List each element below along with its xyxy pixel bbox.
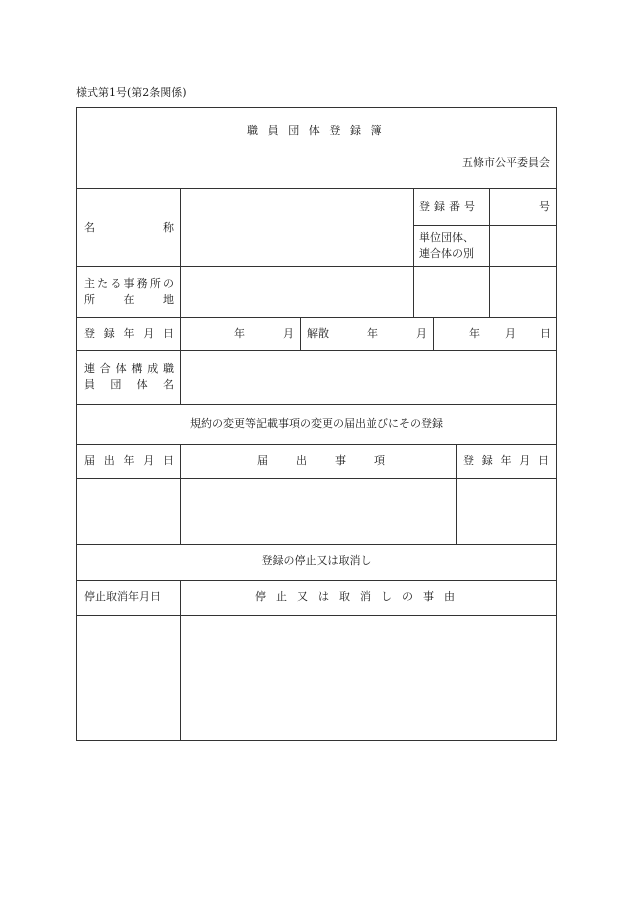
row-divider (77, 544, 556, 545)
dissolution-date-month: 月 (505, 327, 516, 340)
office-label-2: 所在地 (84, 293, 174, 306)
row-divider (77, 350, 556, 351)
reg-date-label: 登録年月日 (84, 327, 174, 340)
dissolution-date-year: 年 (469, 327, 480, 340)
col-divider (433, 317, 434, 350)
reg-number-label: 登録番号 (419, 200, 479, 213)
col-divider (300, 317, 301, 350)
row-divider (77, 580, 556, 581)
col-matter: 届出事項 (257, 454, 413, 467)
col-divider (456, 444, 457, 544)
col-divider (180, 188, 181, 350)
row-divider (77, 266, 556, 267)
reg-year-label: 年 (234, 327, 245, 340)
number-suffix: 号 (539, 200, 550, 213)
row-divider (77, 478, 556, 479)
form-title: 職員団体登録簿 (247, 124, 392, 137)
federation-label-2: 員団体名 (84, 378, 174, 391)
row-divider (413, 225, 556, 226)
reg-month-label: 月 (283, 327, 294, 340)
row-divider (77, 404, 556, 405)
col-divider (489, 188, 490, 317)
col-submit-date: 届出年月日 (84, 454, 174, 467)
dissolution-date-day: 日 (540, 327, 551, 340)
name-label: 名称 (84, 221, 174, 234)
col-divider (180, 350, 181, 404)
col-suspension-date: 停止取消年月日 (84, 590, 161, 603)
col-divider (180, 580, 181, 740)
office-label-1: 主たる事務所の (84, 277, 174, 290)
col-divider (413, 188, 414, 317)
col-divider (180, 444, 181, 544)
dissolution-label: 解散 (307, 327, 329, 340)
row-divider (77, 444, 556, 445)
row-divider (77, 615, 556, 616)
suspension-heading: 登録の停止又は取消し (261, 554, 372, 567)
col-suspension-reason: 停止又は取消しの事由 (255, 590, 465, 603)
form-number-label: 様式第1号(第2条関係) (76, 86, 187, 99)
dissolution-month-label: 月 (416, 327, 427, 340)
unit-type-label-1: 単位団体、 (419, 231, 474, 244)
issuer-name: 五條市公平委員会 (462, 156, 550, 169)
registry-form (76, 107, 557, 741)
row-divider (77, 317, 556, 318)
dissolution-year-label: 年 (367, 327, 378, 340)
changes-heading: 規約の変更等記載事項の変更の届出並びにその登録 (190, 417, 443, 430)
row-divider (77, 188, 556, 189)
col-reg-date: 登録年月日 (463, 454, 549, 467)
federation-label-1: 連合体構成職 (84, 362, 174, 375)
unit-type-label-2: 連合体の別 (419, 247, 474, 260)
